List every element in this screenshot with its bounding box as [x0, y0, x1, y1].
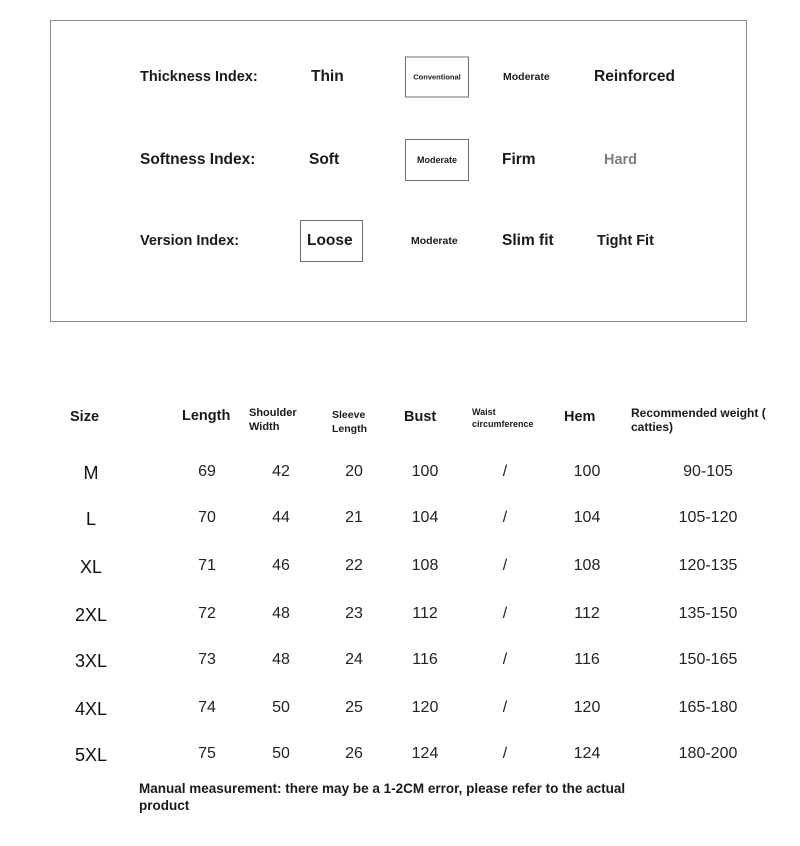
version-option-moderate: Moderate	[411, 235, 458, 247]
cell-length: 69	[198, 463, 216, 480]
header-waist-circumference: Waist circumference	[472, 407, 534, 429]
cell-recommended-weight: 180-200	[678, 745, 738, 762]
cell-size: XL	[79, 557, 103, 577]
cell-recommended-weight: 90-105	[683, 463, 733, 480]
cell-recommended-weight: 105-120	[678, 509, 738, 526]
cell-waist-circumference: /	[502, 651, 508, 668]
cell-hem: 108	[573, 557, 601, 574]
cell-hem: 104	[573, 509, 601, 526]
softness-option-firm: Firm	[502, 151, 536, 168]
cell-size: 3XL	[74, 651, 108, 671]
cell-length: 75	[198, 745, 216, 762]
cell-shoulder-width: 48	[272, 605, 290, 622]
softness-option-soft: Soft	[309, 151, 340, 168]
cell-hem: 124	[573, 745, 601, 762]
cell-bust: 124	[411, 745, 439, 762]
cell-bust: 116	[412, 651, 438, 668]
cell-bust: 108	[411, 557, 439, 574]
cell-hem: 100	[573, 463, 601, 480]
version-option-slim-fit: Slim fit	[502, 232, 554, 249]
cell-length: 73	[198, 651, 216, 668]
cell-shoulder-width: 46	[272, 557, 290, 574]
cell-hem: 116	[574, 651, 600, 668]
header-hem: Hem	[564, 409, 596, 425]
thickness-option-moderate: Moderate	[503, 71, 550, 83]
cell-shoulder-width: 44	[272, 509, 290, 526]
header-sleeve-length: Sleeve Length	[332, 409, 367, 435]
version-index-label: Version Index:	[140, 233, 240, 249]
version-index-row	[51, 219, 746, 263]
measurement-note: Manual measurement: there may be a 1-2CM error, please refer to the actual product	[139, 781, 626, 813]
softness-index-row	[51, 138, 746, 182]
cell-sleeve-length: 22	[345, 557, 363, 574]
thickness-index-label: Thickness Index:	[140, 69, 258, 85]
thickness-option-reinforced: Reinforced	[594, 68, 675, 85]
cell-hem: 112	[574, 605, 600, 622]
cell-shoulder-width: 42	[272, 463, 290, 480]
cell-length: 71	[198, 557, 216, 574]
cell-shoulder-width: 50	[272, 745, 290, 762]
cell-waist-circumference: /	[502, 509, 508, 526]
cell-bust: 104	[411, 509, 439, 526]
cell-bust: 120	[411, 699, 439, 716]
cell-recommended-weight: 120-135	[678, 557, 738, 574]
version-option-loose-selected: Loose	[300, 220, 363, 262]
cell-length: 72	[198, 605, 216, 622]
header-recommended-weight: Recommended weight ( catties)	[631, 406, 766, 434]
header-shoulder-width: Shoulder Width	[249, 407, 297, 433]
cell-hem: 120	[573, 699, 601, 716]
softness-option-moderate-selected: Moderate	[405, 139, 469, 181]
cell-waist-circumference: /	[502, 463, 508, 480]
thickness-index-row	[51, 55, 746, 99]
cell-sleeve-length: 20	[345, 463, 363, 480]
version-option-tight-fit: Tight Fit	[597, 233, 654, 249]
cell-bust: 112	[412, 605, 438, 622]
fabric-index-panel	[50, 20, 747, 322]
cell-length: 70	[198, 509, 216, 526]
cell-recommended-weight: 165-180	[678, 699, 738, 716]
cell-sleeve-length: 26	[345, 745, 363, 762]
cell-shoulder-width: 50	[272, 699, 290, 716]
thickness-option-conventional-selected: Conventional	[405, 57, 469, 98]
cell-length: 74	[198, 699, 216, 716]
cell-size: M	[83, 463, 99, 483]
thickness-option-thin: Thin	[311, 68, 344, 85]
cell-size: 2XL	[74, 605, 108, 625]
cell-sleeve-length: 21	[345, 509, 363, 526]
header-bust: Bust	[404, 409, 437, 425]
header-length: Length	[182, 408, 231, 424]
cell-shoulder-width: 48	[272, 651, 290, 668]
cell-waist-circumference: /	[502, 557, 508, 574]
cell-sleeve-length: 25	[345, 699, 363, 716]
cell-size: L	[85, 509, 97, 529]
cell-waist-circumference: /	[502, 605, 508, 622]
cell-sleeve-length: 23	[345, 605, 363, 622]
cell-recommended-weight: 135-150	[678, 605, 738, 622]
softness-option-hard: Hard	[604, 152, 638, 168]
cell-waist-circumference: /	[502, 745, 508, 762]
cell-waist-circumference: /	[502, 699, 508, 716]
cell-size: 4XL	[74, 699, 108, 719]
softness-index-label: Softness Index:	[140, 151, 256, 168]
cell-recommended-weight: 150-165	[678, 651, 738, 668]
cell-size: 5XL	[74, 745, 108, 765]
header-size: Size	[70, 409, 100, 425]
cell-bust: 100	[411, 463, 439, 480]
cell-sleeve-length: 24	[345, 651, 363, 668]
